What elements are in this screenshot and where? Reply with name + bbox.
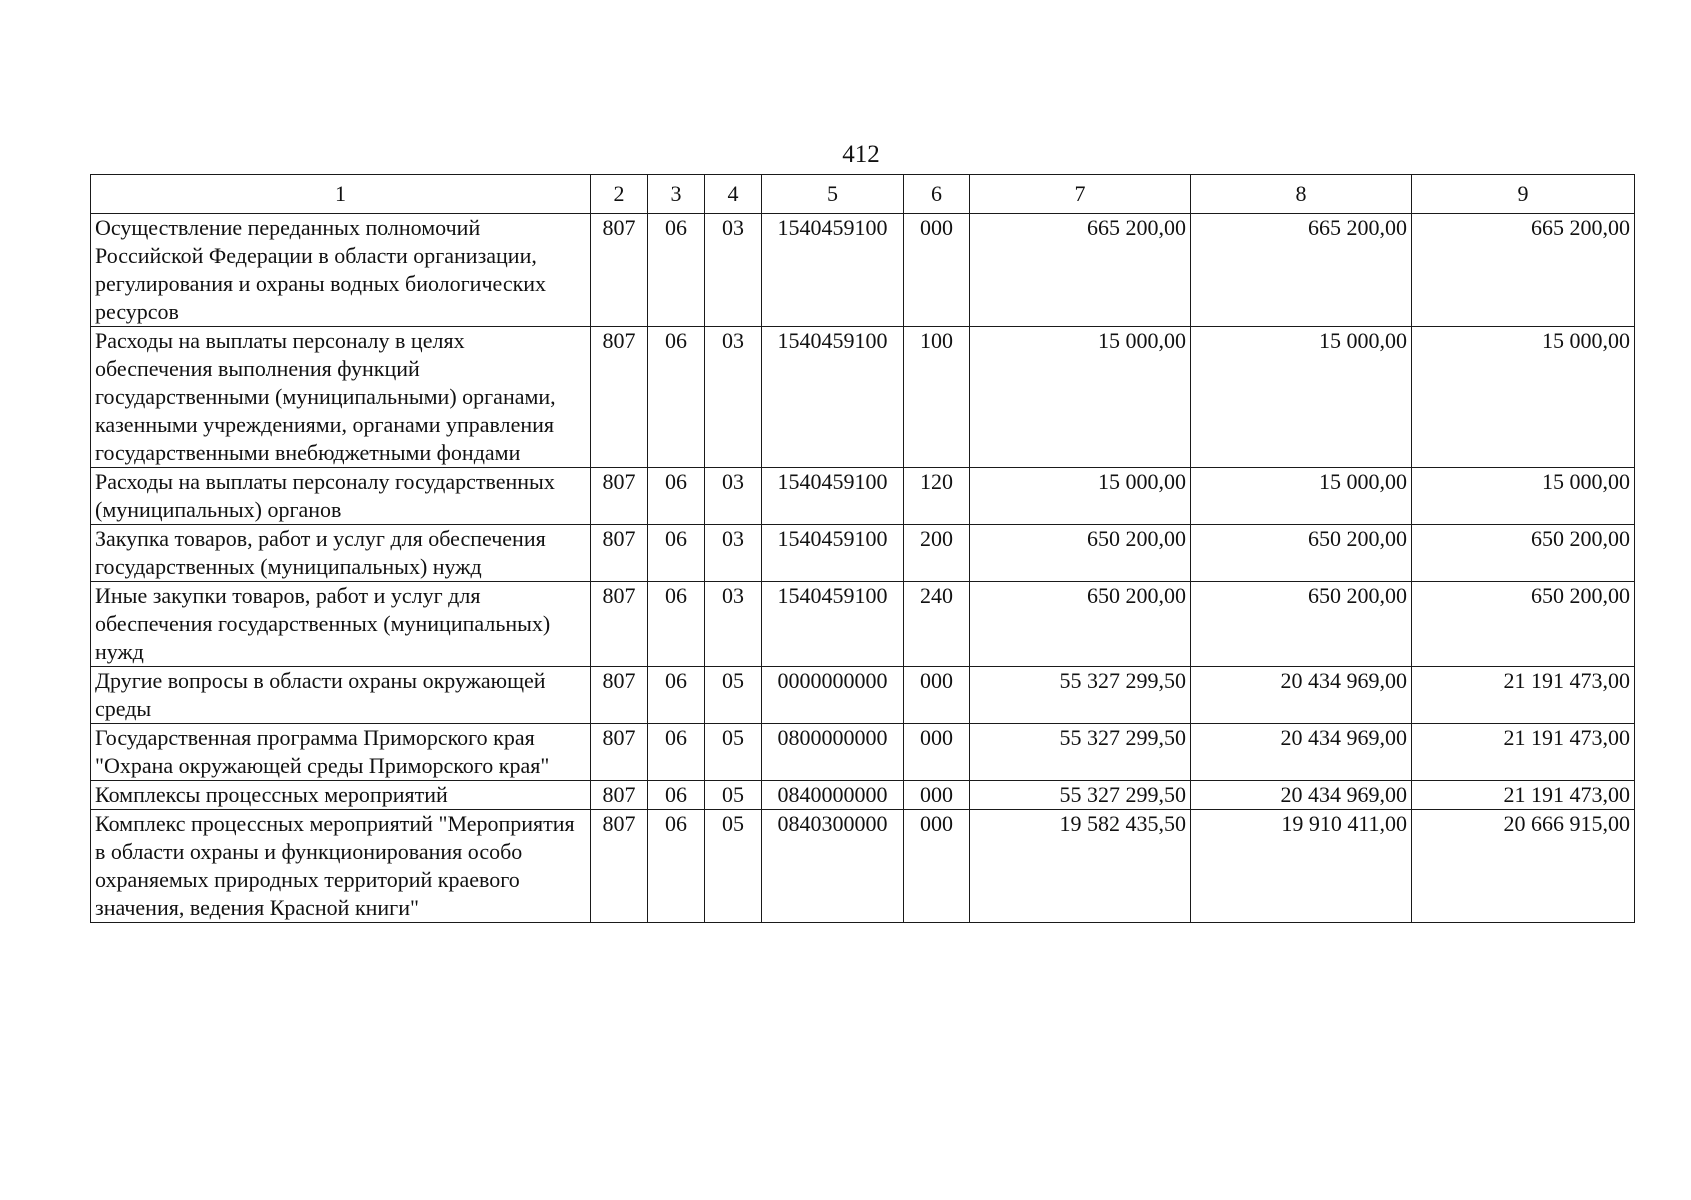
table-row bbox=[91, 781, 1635, 810]
column-header: 2 bbox=[591, 175, 648, 214]
cell-col8: 19 910 411,00 bbox=[1191, 810, 1412, 923]
cell-col8: 20 434 969,00 bbox=[1191, 781, 1412, 810]
cell-col5: 1540459100 bbox=[762, 214, 904, 327]
row-name: Осуществление переданных полномочий Российской Федерации в области организации, регулирования и охраны водных биологических ресурсов bbox=[91, 214, 591, 327]
table-row bbox=[91, 468, 1635, 525]
cell-col2: 807 bbox=[591, 525, 648, 582]
column-header: 6 bbox=[904, 175, 970, 214]
row-name: Комплексы процессных мероприятий bbox=[91, 781, 591, 810]
cell-col7: 19 582 435,50 bbox=[970, 810, 1191, 923]
cell-col3: 06 bbox=[648, 468, 705, 525]
cell-col7: 55 327 299,50 bbox=[970, 667, 1191, 724]
cell-col5: 1540459100 bbox=[762, 468, 904, 525]
cell-col8: 15 000,00 bbox=[1191, 468, 1412, 525]
cell-col6: 000 bbox=[904, 724, 970, 781]
cell-col4: 05 bbox=[705, 810, 762, 923]
cell-col7: 55 327 299,50 bbox=[970, 781, 1191, 810]
cell-col9: 650 200,00 bbox=[1412, 525, 1635, 582]
cell-col7: 650 200,00 bbox=[970, 582, 1191, 667]
cell-col7: 650 200,00 bbox=[970, 525, 1191, 582]
cell-col8: 665 200,00 bbox=[1191, 214, 1412, 327]
cell-col3: 06 bbox=[648, 724, 705, 781]
cell-col5: 1540459100 bbox=[762, 525, 904, 582]
cell-col6: 000 bbox=[904, 214, 970, 327]
cell-col5: 0840300000 bbox=[762, 810, 904, 923]
cell-col9: 15 000,00 bbox=[1412, 327, 1635, 468]
cell-col7: 15 000,00 bbox=[970, 468, 1191, 525]
column-header: 8 bbox=[1191, 175, 1412, 214]
cell-col2: 807 bbox=[591, 781, 648, 810]
table-header-row bbox=[91, 175, 1635, 214]
cell-col4: 03 bbox=[705, 327, 762, 468]
cell-col3: 06 bbox=[648, 214, 705, 327]
table-row bbox=[91, 582, 1635, 667]
row-name: Государственная программа Приморского края "Охрана окружающей среды Приморского края" bbox=[91, 724, 591, 781]
cell-col6: 000 bbox=[904, 781, 970, 810]
column-header: 4 bbox=[705, 175, 762, 214]
row-name: Расходы на выплаты персоналу государственных (муниципальных) органов bbox=[91, 468, 591, 525]
cell-col7: 665 200,00 bbox=[970, 214, 1191, 327]
cell-col2: 807 bbox=[591, 468, 648, 525]
column-header: 3 bbox=[648, 175, 705, 214]
row-name: Другие вопросы в области охраны окружающей среды bbox=[91, 667, 591, 724]
cell-col8: 650 200,00 bbox=[1191, 525, 1412, 582]
column-header: 1 bbox=[91, 175, 591, 214]
cell-col4: 05 bbox=[705, 724, 762, 781]
cell-col9: 21 191 473,00 bbox=[1412, 667, 1635, 724]
cell-col4: 03 bbox=[705, 214, 762, 327]
cell-col6: 100 bbox=[904, 327, 970, 468]
cell-col5: 1540459100 bbox=[762, 327, 904, 468]
table-row bbox=[91, 525, 1635, 582]
cell-col7: 15 000,00 bbox=[970, 327, 1191, 468]
cell-col8: 15 000,00 bbox=[1191, 327, 1412, 468]
cell-col8: 650 200,00 bbox=[1191, 582, 1412, 667]
cell-col5: 1540459100 bbox=[762, 582, 904, 667]
cell-col9: 21 191 473,00 bbox=[1412, 781, 1635, 810]
cell-col3: 06 bbox=[648, 327, 705, 468]
cell-col6: 240 bbox=[904, 582, 970, 667]
cell-col2: 807 bbox=[591, 214, 648, 327]
cell-col2: 807 bbox=[591, 724, 648, 781]
cell-col6: 000 bbox=[904, 667, 970, 724]
cell-col2: 807 bbox=[591, 327, 648, 468]
table-row bbox=[91, 327, 1635, 468]
table-row bbox=[91, 667, 1635, 724]
row-name: Расходы на выплаты персоналу в целях обеспечения выполнения функций государственными (муниципальными) органами, казенными учреждениями, органами управления государственными внебюджетными фондами bbox=[91, 327, 591, 468]
cell-col9: 21 191 473,00 bbox=[1412, 724, 1635, 781]
cell-col6: 000 bbox=[904, 810, 970, 923]
row-name: Комплекс процессных мероприятий "Мероприятия в области охраны и функционирования особо охраняемых природных территорий краевого значения, ведения Красной книги" bbox=[91, 810, 591, 923]
cell-col7: 55 327 299,50 bbox=[970, 724, 1191, 781]
cell-col4: 03 bbox=[705, 582, 762, 667]
cell-col9: 650 200,00 bbox=[1412, 582, 1635, 667]
cell-col3: 06 bbox=[648, 525, 705, 582]
column-header: 7 bbox=[970, 175, 1191, 214]
cell-col4: 03 bbox=[705, 468, 762, 525]
cell-col8: 20 434 969,00 bbox=[1191, 667, 1412, 724]
row-name: Иные закупки товаров, работ и услуг для обеспечения государственных (муниципальных) нужд bbox=[91, 582, 591, 667]
table-row bbox=[91, 214, 1635, 327]
cell-col3: 06 bbox=[648, 810, 705, 923]
cell-col5: 0000000000 bbox=[762, 667, 904, 724]
cell-col9: 15 000,00 bbox=[1412, 468, 1635, 525]
cell-col2: 807 bbox=[591, 582, 648, 667]
cell-col6: 200 bbox=[904, 525, 970, 582]
cell-col5: 0840000000 bbox=[762, 781, 904, 810]
cell-col9: 665 200,00 bbox=[1412, 214, 1635, 327]
table-row bbox=[91, 724, 1635, 781]
cell-col2: 807 bbox=[591, 667, 648, 724]
column-header: 5 bbox=[762, 175, 904, 214]
table-row bbox=[91, 810, 1635, 923]
page-number: 412 bbox=[842, 141, 880, 168]
cell-col2: 807 bbox=[591, 810, 648, 923]
column-header: 9 bbox=[1412, 175, 1635, 214]
cell-col3: 06 bbox=[648, 582, 705, 667]
budget-table bbox=[90, 174, 1635, 923]
row-name: Закупка товаров, работ и услуг для обеспечения государственных (муниципальных) нужд bbox=[91, 525, 591, 582]
cell-col3: 06 bbox=[648, 781, 705, 810]
cell-col8: 20 434 969,00 bbox=[1191, 724, 1412, 781]
cell-col9: 20 666 915,00 bbox=[1412, 810, 1635, 923]
cell-col4: 05 bbox=[705, 667, 762, 724]
cell-col4: 03 bbox=[705, 525, 762, 582]
cell-col6: 120 bbox=[904, 468, 970, 525]
cell-col3: 06 bbox=[648, 667, 705, 724]
cell-col5: 0800000000 bbox=[762, 724, 904, 781]
cell-col4: 05 bbox=[705, 781, 762, 810]
